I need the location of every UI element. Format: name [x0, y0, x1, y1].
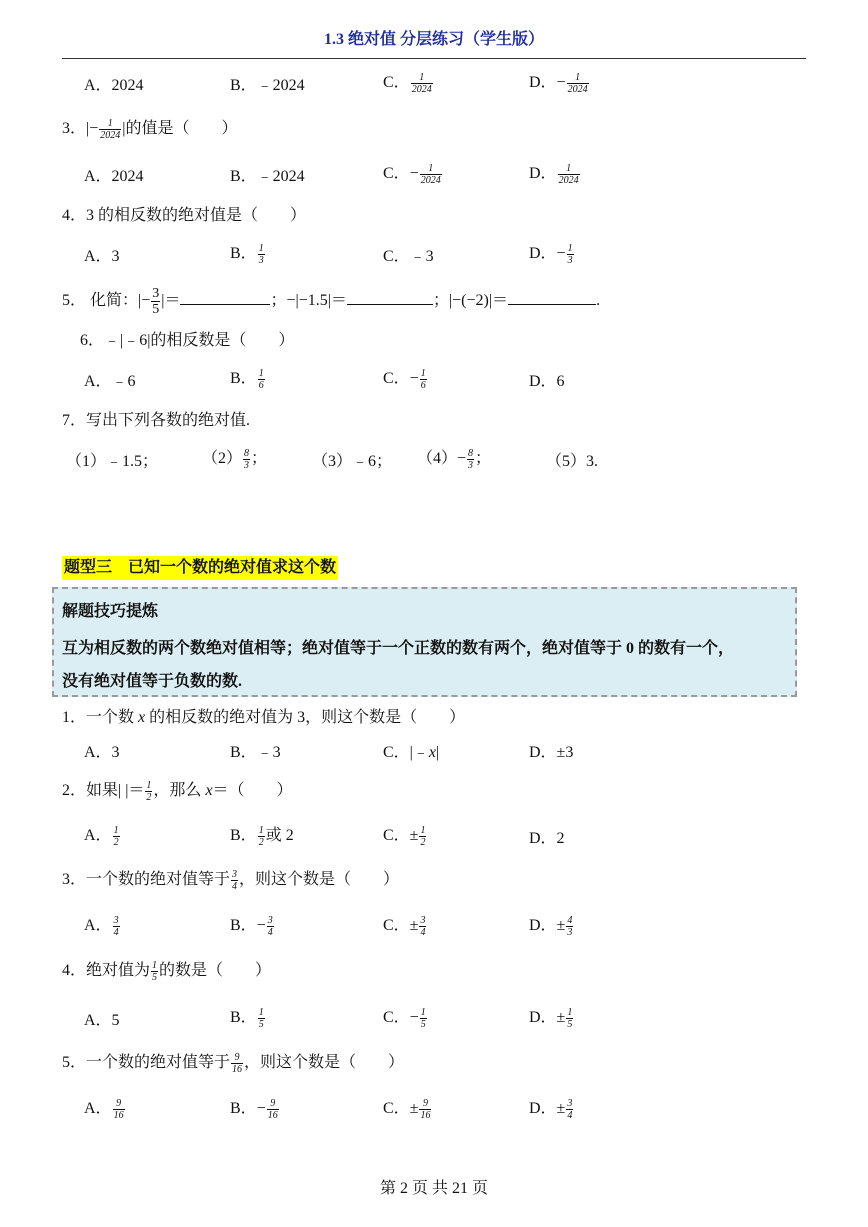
tip-line-1: 互为相反数的两个数绝对值相等；绝对值等于一个正数的数有两个，绝对值等于 0 的数有一个， [62, 640, 735, 657]
option-c: C．|﹣x| [383, 744, 440, 761]
option-a: A． $\frac{3}{4}$ [84, 915, 119, 938]
option-d: D．− $\frac{1}{2024}$ [529, 72, 588, 95]
option-c: C．± $\frac{1}{2}$ [383, 825, 426, 848]
option-b: B．− $\frac{3}{4}$ [230, 915, 273, 938]
q7-item-4: （4）− $\frac{8}{3}$ ； [417, 448, 492, 471]
option-d: D．± $\frac{1}{5}$ [529, 1007, 573, 1030]
q7-item-1: （1）﹣1.5； [66, 453, 159, 470]
option-a: A．3 [84, 248, 120, 265]
option-b: B． $\frac{1}{2}$ 或 2 [230, 825, 294, 848]
option-c: C．− $\frac{1}{6}$ [383, 368, 426, 391]
page-footer: 第 2 页 共 21 页 [379, 1180, 488, 1197]
option-a: A．5 [84, 1012, 120, 1029]
option-c: C．± $\frac{9}{16}$ [383, 1098, 431, 1121]
option-c: C． $\frac{1}{2024}$ [383, 72, 432, 95]
question-4: 4．绝对值为 $\frac{1}{5}$ 的数是（ ） [62, 960, 272, 983]
option-b: B．﹣3 [230, 744, 281, 761]
option-a: A．2024 [84, 168, 144, 185]
option-d: D． $\frac{1}{2024}$ [529, 163, 579, 186]
option-b: B．− $\frac{9}{16}$ [230, 1098, 278, 1121]
question-5: 5． 化简：|− $\frac{3}{5}$ |＝ ；−|−1.5|＝ ；|−(−2)|＝ . [62, 286, 601, 317]
option-b: B． $\frac{1}{5}$ [230, 1007, 264, 1030]
question-3: 3．一个数的绝对值等于 $\frac{3}{4}$ ，则这个数是（ ） [62, 869, 400, 892]
question-1: 1．一个数 x 的相反数的绝对值为 3，则这个数是（ ） [62, 709, 466, 726]
option-a: A． $\frac{9}{16}$ [84, 1098, 124, 1121]
option-c: C．﹣3 [383, 248, 434, 265]
header-rule [62, 58, 806, 59]
option-d: D．± $\frac{3}{4}$ [529, 1098, 573, 1121]
answer-blank[interactable] [508, 290, 596, 305]
page-header-title: 1.3 绝对值 分层练习（学生版） [323, 31, 544, 48]
section-title: 题型三 已知一个数的绝对值求这个数 [62, 556, 338, 580]
q7-item-5: （5）3. [546, 453, 599, 470]
option-d: D．2 [529, 830, 565, 847]
q7-item-3: （3）﹣6； [312, 453, 393, 470]
option-b: B．﹣2024 [230, 77, 305, 94]
answer-blank[interactable] [347, 290, 433, 305]
option-b: B． $\frac{1}{6}$ [230, 368, 264, 391]
question-4: 4．3 的相反数的绝对值是（ ） [62, 207, 307, 224]
question-6: 6．﹣|﹣6|的相反数是（ ） [80, 332, 295, 349]
option-a: A．3 [84, 744, 120, 761]
option-a: A．2024 [84, 77, 144, 94]
question-7: 7．写出下列各数的绝对值. [62, 412, 251, 429]
tip-title: 解题技巧提炼 [62, 603, 159, 620]
option-d: D．6 [529, 373, 565, 390]
option-b: B．﹣2024 [230, 168, 305, 185]
question-3: 3．|− $\frac{1}{2024}$ |的值是（ ） [62, 118, 238, 141]
option-a: A． $\frac{1}{2}$ [84, 825, 119, 848]
answer-blank[interactable] [180, 290, 270, 305]
tip-line-2: 没有绝对值等于负数的数. [62, 673, 243, 690]
question-5: 5．一个数的绝对值等于 $\frac{9}{16}$ ，则这个数是（ ） [62, 1052, 405, 1075]
option-d: D．± $\frac{4}{3}$ [529, 915, 573, 938]
option-c: C．− $\frac{1}{2024}$ [383, 163, 441, 186]
option-b: B． $\frac{1}{3}$ [230, 243, 264, 266]
option-c: C．− $\frac{1}{5}$ [383, 1007, 426, 1030]
option-d: D．− $\frac{1}{3}$ [529, 243, 573, 266]
option-d: D．±3 [529, 744, 574, 761]
option-a: A．﹣6 [84, 373, 136, 390]
question-2: 2．如果| |＝ $\frac{1}{2}$ ，那么 x＝（ ） [62, 780, 293, 803]
q7-item-2: （2） $\frac{8}{3}$ ； [202, 448, 268, 471]
option-c: C．± $\frac{3}{4}$ [383, 915, 426, 938]
